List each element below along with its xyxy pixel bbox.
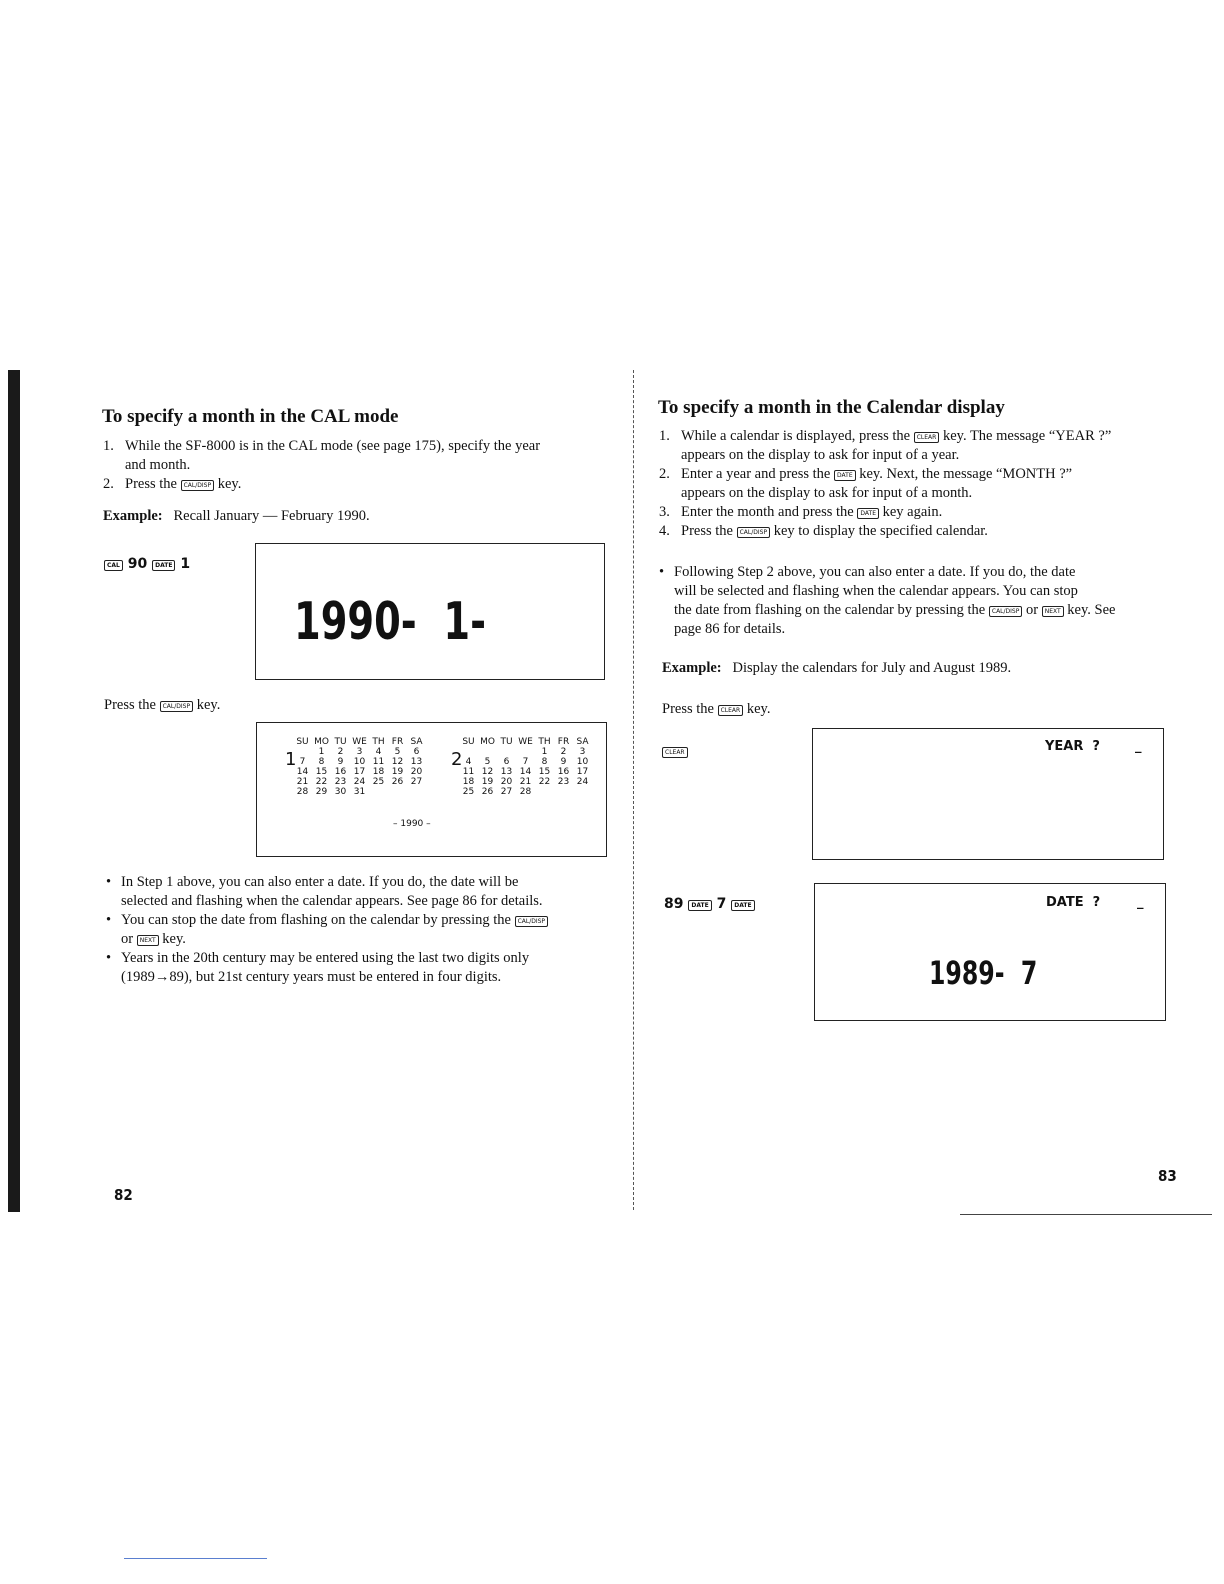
right-bullets [657,563,1177,639]
left-bullet-2: • You can stop the date from flashing on the calendar by pressing the CAL/DISP or NEXT key. [104,911,614,949]
lcd-year-prompt [812,728,1164,860]
clear-key-icon: CLEAR [914,432,940,443]
date-prompt-message: DATE ? [1046,895,1101,910]
right-key-sequence-2: 89 DATE 7 DATE [664,896,755,912]
right-heading: To specify a month in the Calendar display [658,397,1005,418]
right-page-number: 83 [1158,1167,1177,1185]
calendar-week-row: 4 5 6 7 8 9 10 [465,757,589,767]
next-key-icon: NEXT [137,935,159,946]
left-example: Example: Recall January — February 1990. [103,508,370,524]
lcd-cursor: _ [1135,739,1142,754]
lcd-cursor: _ [1137,895,1144,910]
date-key-icon: DATE [857,508,879,519]
cal-disp-key-icon: CAL/DISP [181,480,214,491]
cal-key-icon: CAL [104,560,123,571]
right-bullet-1: • Following Step 2 above, you can also enter a date. If you do, the date will be selected and flashing when the calendar appears. You can stop the date from flashing on the calendar by pressing the CAL/DISP or NEXT key. See page 86 for details. [657,563,1177,639]
footer-link-rule [124,1558,267,1559]
calendar-week-row: 21 22 23 24 25 26 27 [296,777,423,787]
right-step-3: 3. Enter the month and press the DATE key again. [659,504,943,520]
page-gutter-divider [633,370,634,1210]
right-step-2: 2. Enter a year and press the DATE key. Next, the message “MONTH ?” appears on the display to ask for input of a month. [659,466,1073,501]
date-key-icon: DATE [834,470,856,481]
calendar-month-1 [293,737,426,797]
next-key-icon: NEXT [1042,606,1064,617]
calendar-week-row: 25 26 27 28 [462,787,532,797]
cal-disp-key-icon: CAL/DISP [160,701,193,712]
lcd-year-month-entry: 1989- 7 [929,954,1038,992]
calendar-month-label-1: 1 [285,749,297,770]
cal-disp-key-icon: CAL/DISP [737,527,770,538]
lcd-display-1990 [255,543,605,680]
clear-key-icon: CLEAR [662,747,688,758]
bottom-rule [960,1214,1212,1215]
lcd-year-month: 1990- 1- [294,592,487,652]
left-bullet-1: • In Step 1 above, you can also enter a date. If you do, the date will be selected and flashing when the calendar appears. See page 86 for details. [104,873,614,911]
left-heading: To specify a month in the CAL mode [102,406,399,427]
calendar-week-row: 11 12 13 14 15 16 17 [462,767,589,777]
weekday-header: SU MO TU WE TH FR SA [462,737,589,747]
date-key-icon: DATE [731,900,754,911]
left-key-sequence: CAL 90 DATE 1 [104,556,190,572]
left-bullet-3: • Years in the 20th century may be entered using the last two digits only (1989→89), but 21st century years must be entered in four digits. [104,949,614,987]
calendar-week-row: 7 8 9 10 11 12 13 [299,757,423,767]
calendar-week-row: 18 19 20 21 22 23 24 [462,777,589,787]
left-bullets [104,873,614,987]
calendar-month-label-2: 2 [451,749,463,770]
year-prompt-message: YEAR ? [1045,739,1100,754]
right-steps [659,427,1179,541]
calendar-year-label: – 1990 – [393,819,431,829]
scan-margin-bar [8,370,20,1212]
calendar-week-row: 28 29 30 31 [296,787,366,797]
right-press-line: Press the CLEAR key. [662,701,771,717]
right-step-4: 4. Press the CAL/DISP key to display the specified calendar. [659,523,988,539]
lcd-calendar-display [256,722,607,857]
lcd-date-prompt [814,883,1166,1021]
left-steps [103,437,613,494]
right-example: Example: Display the calendars for July and August 1989. [662,660,1012,676]
calendar-month-2 [459,737,592,797]
left-step-2: 2. Press the CAL/DISP key. [103,476,242,492]
calendar-week-row: 1 2 3 [541,747,586,757]
date-key-icon: DATE [688,900,711,911]
cal-disp-key-icon: CAL/DISP [989,606,1022,617]
right-key-sequence-1 [662,742,688,760]
calendar-week-row: 1 2 3 4 5 6 [318,747,420,757]
weekday-header: SU MO TU WE TH FR SA [296,737,423,747]
left-press-line: Press the CAL/DISP key. [104,697,221,713]
cal-disp-key-icon: CAL/DISP [515,916,548,927]
calendar-week-row: 14 15 16 17 18 19 20 [296,767,423,777]
right-step-1: 1. While a calendar is displayed, press the CLEAR key. The message “YEAR ?” appears on the display to ask for input of a year. [659,428,1112,463]
date-key-icon: DATE [152,560,175,571]
clear-key-icon: CLEAR [718,705,744,716]
left-page-number: 82 [114,1186,133,1204]
left-step-1: 1. While the SF-8000 is in the CAL mode (see page 175), specify the year and month. [103,438,541,473]
